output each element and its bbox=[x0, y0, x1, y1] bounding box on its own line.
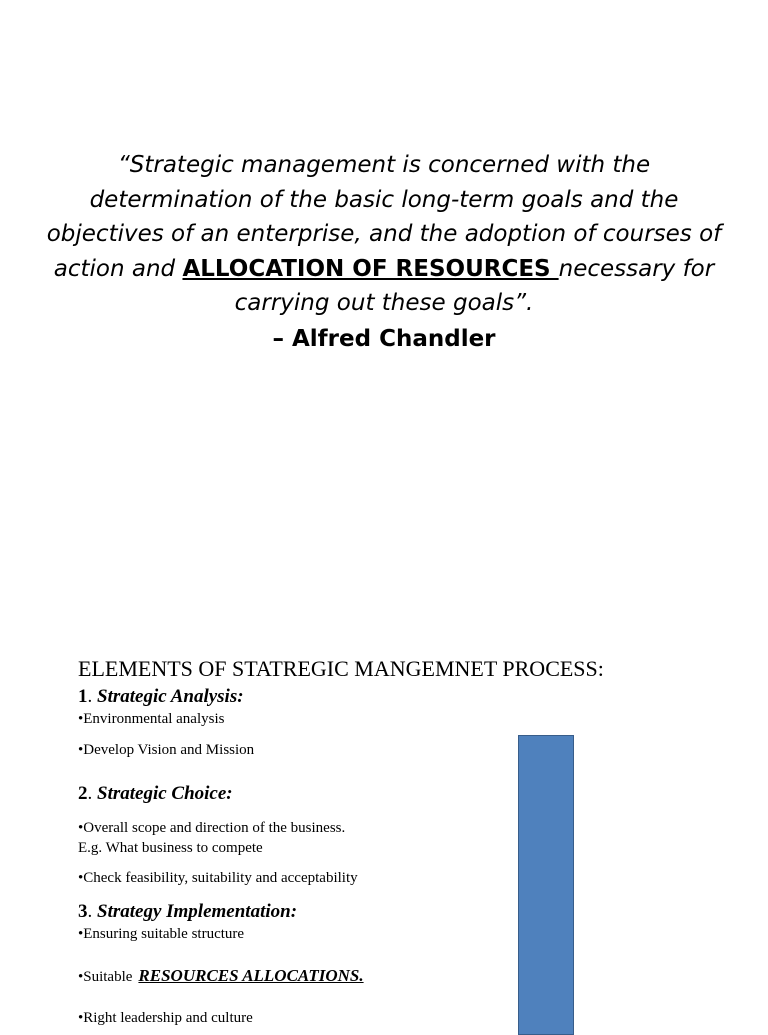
list-item: E.g. What business to compete bbox=[78, 840, 263, 856]
chandler-quote bbox=[34, 148, 734, 321]
section-strategic-choice: 2. Strategic Choice: bbox=[78, 783, 233, 804]
list-item: •Develop Vision and Mission bbox=[78, 742, 255, 758]
list-item: •Ensuring suitable structure bbox=[78, 926, 245, 942]
list-item: •Environmental analysis bbox=[78, 711, 225, 727]
section-number: 2 bbox=[78, 783, 88, 804]
section-title: Strategic Choice: bbox=[97, 783, 233, 804]
blue-bar-shape bbox=[518, 735, 574, 1035]
section-strategic-analysis: 1. Strategic Analysis: bbox=[78, 686, 244, 707]
section-number: 1 bbox=[78, 686, 88, 707]
list-item: •Check feasibility, suitability and acceptability bbox=[78, 870, 358, 886]
quote-text-before: “Strategic management is concerned with the determination of the basic long-term goals and the objectives of an enterprise, and the adoption of courses of action and bbox=[46, 152, 722, 282]
list-item: •Overall scope and direction of the business. bbox=[78, 820, 346, 836]
elements-slide bbox=[0, 640, 768, 1024]
elements-heading: ELEMENTS OF STATREGIC MANGEMNET PROCESS: bbox=[78, 656, 604, 681]
list-item bbox=[78, 966, 364, 987]
quote-text-after: necessary for carrying out these goals”. bbox=[234, 255, 715, 316]
quote-attribution: – Alfred Chandler bbox=[272, 326, 496, 352]
section-number: 3 bbox=[78, 901, 88, 922]
resources-allocations-emphasis: RESOURCES ALLOCATIONS. bbox=[138, 966, 364, 985]
list-item: •Right leadership and culture bbox=[78, 1010, 253, 1026]
section-strategy-implementation: 3. Strategy Implementation: bbox=[78, 901, 298, 922]
list-item-label: •Suitable bbox=[78, 969, 133, 985]
section-title: Strategic Analysis: bbox=[97, 686, 244, 707]
section-title: Strategy Implementation: bbox=[97, 901, 298, 922]
quote-emphasis: ALLOCATION OF RESOURCES bbox=[182, 255, 559, 282]
